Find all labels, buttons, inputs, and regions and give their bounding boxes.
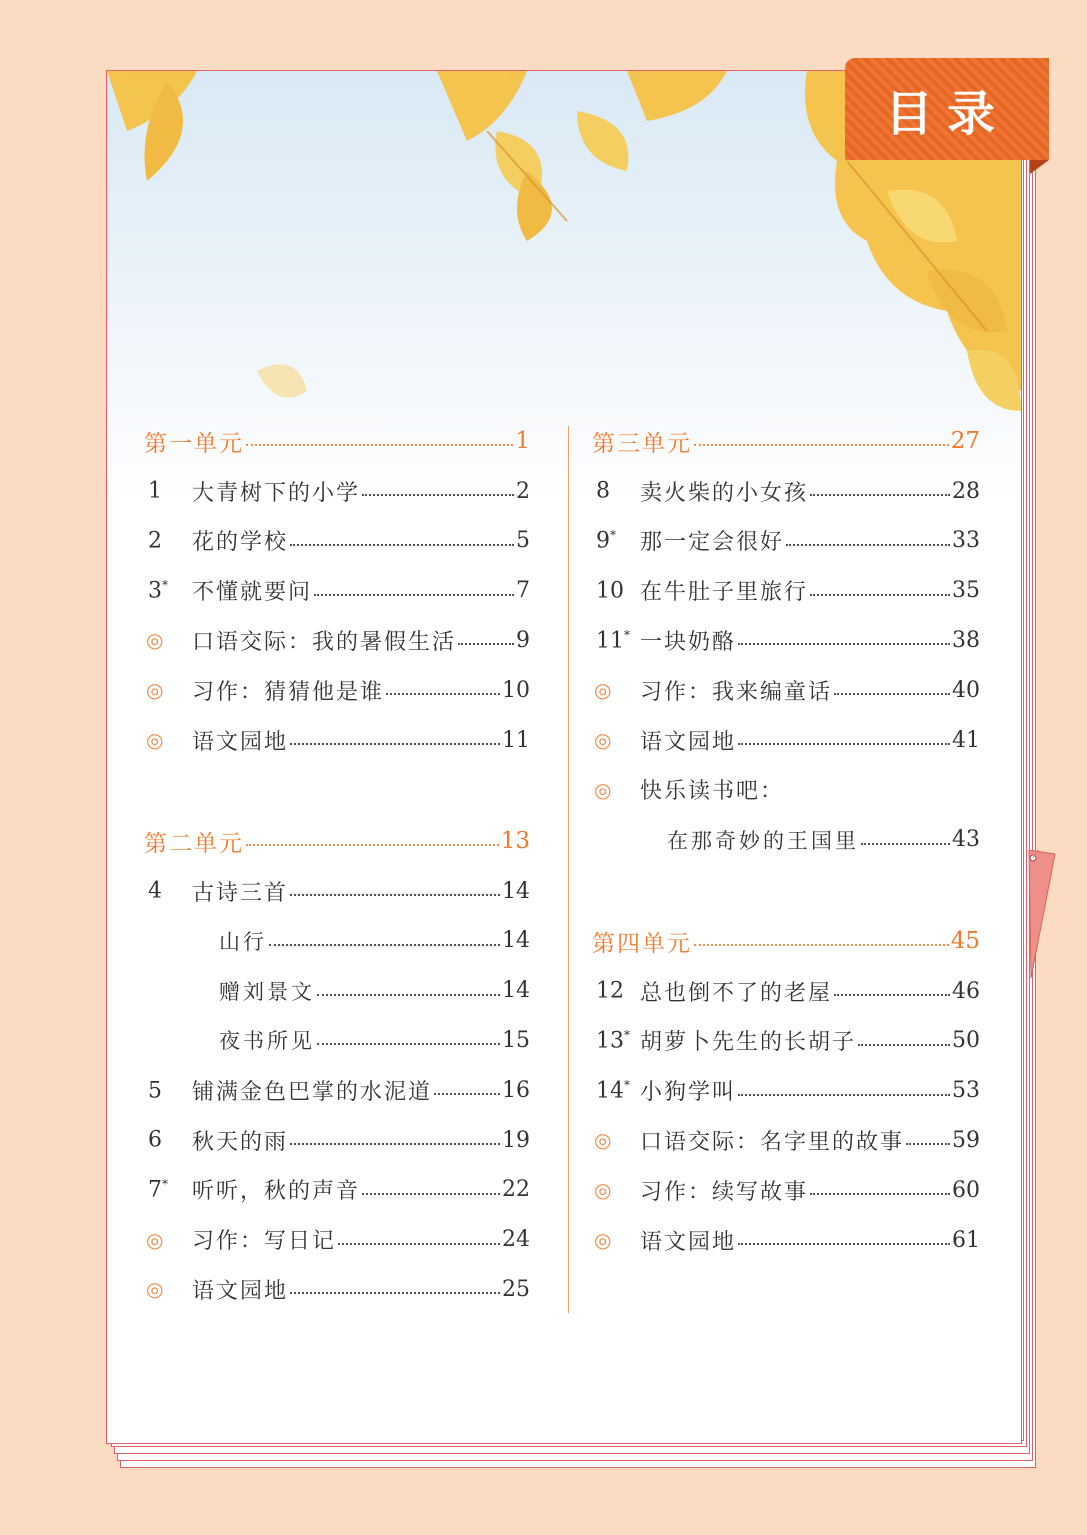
toc-entry[interactable]	[592, 1224, 980, 1256]
circle-bullet-icon: ◎	[594, 1178, 612, 1203]
page-number: 13	[500, 828, 530, 854]
page-number: 15	[502, 1027, 530, 1053]
leader-dots	[906, 1143, 950, 1145]
entry-title: 习作：我来编童话	[640, 679, 833, 705]
circle-bullet-icon: ◎	[146, 728, 164, 752]
leader-dots	[458, 643, 514, 645]
toc-entry[interactable]	[592, 1075, 980, 1107]
unit-heading[interactable]	[592, 425, 980, 457]
page-number: 5	[516, 528, 530, 554]
toc-entry[interactable]	[592, 774, 980, 806]
page-number: 27	[950, 428, 980, 454]
entry-title: 语文园地	[192, 729, 289, 755]
page-title: 目录	[845, 58, 1049, 160]
toc-entry[interactable]	[667, 824, 980, 856]
lesson-number: 1	[148, 478, 162, 504]
page-number: 40	[952, 677, 980, 703]
leader-dots	[269, 944, 500, 946]
leader-dots	[317, 994, 500, 996]
toc-entry[interactable]	[592, 525, 980, 557]
entry-title: 语文园地	[192, 1278, 289, 1304]
lesson-number: 11*	[596, 627, 630, 654]
page-number: 9	[516, 627, 530, 653]
leader-dots	[338, 1243, 500, 1245]
lesson-number: 9*	[596, 528, 616, 554]
lesson-number: 4	[148, 878, 162, 904]
page-number: 14	[502, 978, 530, 1004]
leader-dots	[434, 1093, 500, 1095]
unit-heading[interactable]	[144, 425, 530, 457]
page-number: 45	[950, 928, 980, 954]
toc-entry[interactable]	[144, 1074, 530, 1106]
leader-dots	[810, 494, 950, 496]
leader-dots	[810, 594, 950, 596]
unit-heading[interactable]	[592, 925, 980, 957]
toc-entry[interactable]	[144, 475, 530, 507]
leader-dots	[317, 1043, 500, 1045]
page-number: 16	[502, 1077, 530, 1103]
page-number: 14	[502, 878, 530, 904]
toc-entry[interactable]	[144, 724, 530, 756]
toc-entry[interactable]	[592, 724, 980, 756]
leader-dots	[290, 743, 500, 745]
leader-dots	[694, 944, 949, 946]
toc-entry[interactable]	[592, 975, 980, 1007]
entry-title: 胡萝卜先生的长胡子	[640, 1030, 857, 1056]
circle-bullet-icon: ◎	[146, 1277, 164, 1302]
unit-label: 第四单元	[592, 930, 692, 957]
entry-title: 花的学校	[192, 530, 289, 556]
tab-fold	[1030, 160, 1049, 174]
leader-dots	[738, 1094, 950, 1096]
toc-entry[interactable]	[592, 624, 980, 656]
toc-entry[interactable]	[144, 1124, 530, 1156]
unit-label: 第一单元	[144, 430, 244, 457]
toc-entry[interactable]	[144, 1273, 530, 1305]
lesson-number: 6	[148, 1127, 162, 1153]
toc-entry[interactable]	[144, 674, 530, 706]
lesson-number: 13*	[596, 1028, 630, 1054]
leader-dots	[290, 894, 500, 896]
page-number: 7	[516, 578, 530, 604]
toc-entry[interactable]	[144, 875, 530, 907]
toc-entry[interactable]	[592, 1025, 980, 1057]
entry-title: 秋天的雨	[192, 1129, 289, 1155]
toc-entry[interactable]	[219, 1024, 530, 1056]
page-number: 33	[952, 528, 980, 554]
bookmark-tag	[1025, 850, 1057, 978]
entry-title: 快乐读书吧：	[640, 779, 785, 805]
lesson-number: 7*	[148, 1177, 168, 1203]
page-number: 41	[952, 727, 980, 753]
leader-dots	[362, 1193, 500, 1195]
toc-entry[interactable]	[592, 674, 980, 706]
leader-dots	[290, 1143, 500, 1145]
entry-title: 语文园地	[640, 1229, 737, 1255]
page-number: 22	[502, 1177, 530, 1203]
leader-dots	[834, 994, 950, 996]
leader-dots	[810, 1193, 950, 1195]
toc-entry[interactable]	[219, 925, 530, 957]
column-divider	[568, 426, 569, 1313]
page-number: 10	[502, 677, 530, 703]
leader-dots	[290, 1292, 500, 1294]
entry-title: 在牛肚子里旅行	[640, 580, 809, 606]
leader-dots	[858, 1044, 950, 1046]
leader-dots	[834, 693, 950, 695]
page-number: 2	[516, 478, 530, 504]
page-number: 59	[952, 1127, 980, 1153]
page-number: 50	[952, 1028, 980, 1054]
entry-title: 总也倒不了的老屋	[640, 980, 833, 1006]
circle-bullet-icon: ◎	[594, 678, 612, 703]
circle-bullet-icon: ◎	[594, 728, 612, 752]
page-number: 25	[502, 1276, 530, 1302]
entry-title: 不懂就要问	[192, 580, 313, 606]
lesson-number: 8	[596, 478, 610, 504]
toc-entry[interactable]	[592, 475, 980, 507]
lesson-number: 14*	[596, 1077, 630, 1104]
entry-title: 山行	[219, 929, 267, 954]
page-number: 53	[952, 1078, 980, 1104]
leader-dots	[246, 844, 499, 846]
leader-dots	[362, 494, 514, 496]
page-number: 60	[952, 1177, 980, 1203]
toc-entry[interactable]	[592, 1174, 980, 1206]
toc-entry[interactable]	[592, 575, 980, 607]
unit-label: 第三单元	[592, 430, 692, 457]
entry-title: 口语交际：名字里的故事	[640, 1129, 905, 1155]
toc-entry[interactable]	[144, 1174, 530, 1206]
page-number: 43	[952, 827, 980, 853]
leader-dots	[738, 1243, 950, 1245]
page-number: 24	[502, 1227, 530, 1253]
entry-title: 夜书所见	[219, 1029, 315, 1054]
entry-title: 小狗学叫	[640, 1080, 737, 1106]
circle-bullet-icon: ◎	[594, 777, 612, 802]
lesson-number: 5	[148, 1077, 162, 1103]
entry-title: 古诗三首	[192, 880, 289, 906]
toc-entry[interactable]	[144, 525, 530, 557]
page-number: 38	[952, 627, 980, 653]
circle-bullet-icon: ◎	[594, 1228, 612, 1252]
lesson-number: 2	[148, 528, 162, 554]
entry-title: 习作：猜猜他是谁	[192, 679, 385, 705]
circle-bullet-icon: ◎	[146, 678, 164, 703]
entry-title: 大青树下的小学	[192, 480, 361, 506]
entry-title: 习作：写日记	[192, 1229, 337, 1255]
page-number: 19	[502, 1127, 530, 1153]
leader-dots	[386, 693, 500, 695]
lesson-number: 3*	[148, 577, 168, 604]
leader-dots	[694, 444, 949, 446]
leader-dots	[290, 544, 514, 546]
page-number: 28	[952, 478, 980, 504]
page-number: 46	[952, 978, 980, 1004]
leader-dots	[314, 594, 514, 596]
entry-title: 那一定会很好	[640, 530, 785, 556]
lesson-number: 12	[596, 978, 624, 1004]
entry-title: 赠刘景文	[219, 979, 315, 1004]
entry-title: 听听，秋的声音	[192, 1179, 361, 1205]
entry-title: 口语交际：我的暑假生活	[192, 629, 457, 655]
leader-dots	[246, 444, 513, 446]
circle-bullet-icon: ◎	[146, 1227, 164, 1252]
entry-title: 铺满金色巴掌的水泥道	[192, 1079, 433, 1105]
toc-entry[interactable]	[219, 975, 530, 1007]
leader-dots	[786, 544, 950, 546]
lesson-number: 10	[596, 578, 624, 604]
circle-bullet-icon: ◎	[594, 1128, 612, 1153]
leader-dots	[861, 843, 950, 845]
page-number: 61	[952, 1227, 980, 1253]
page-number: 14	[502, 928, 530, 954]
page-number: 1	[515, 428, 530, 454]
entry-title: 语文园地	[640, 729, 737, 755]
leader-dots	[738, 643, 950, 645]
toc-entry[interactable]	[144, 575, 530, 607]
toc-entry[interactable]	[144, 1224, 530, 1256]
page-number: 35	[952, 578, 980, 604]
toc-entry[interactable]	[144, 624, 530, 656]
toc-entry[interactable]	[592, 1124, 980, 1156]
circle-bullet-icon: ◎	[146, 628, 164, 653]
entry-title: 一块奶酪	[640, 629, 737, 655]
unit-heading[interactable]	[144, 825, 530, 857]
leader-dots	[738, 743, 950, 745]
entry-title: 卖火柴的小女孩	[640, 480, 809, 506]
entry-title: 在那奇妙的王国里	[667, 828, 859, 853]
page-number: 11	[502, 727, 530, 753]
entry-title: 习作：续写故事	[640, 1179, 809, 1205]
unit-label: 第二单元	[144, 830, 244, 857]
